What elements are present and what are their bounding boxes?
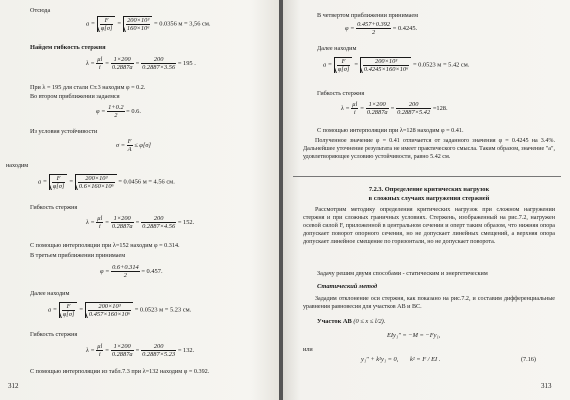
formula-part: φ = (96, 107, 106, 115)
numerator: F (127, 138, 132, 145)
subsection-label: Участок AB (317, 318, 352, 325)
denominator: 0.6×160×10⁶ (78, 183, 114, 190)
numerator: μl (97, 343, 103, 350)
equation (361, 356, 440, 363)
section-heading: 7.2.3. Определение критических нагрузок (368, 186, 490, 193)
page-number: 312 (8, 382, 19, 390)
formula-part: φ = (345, 24, 355, 32)
denominator: 0.4245×160×10⁶ (363, 66, 409, 73)
formula-result: = 0.0523 м = 5.42 см. (412, 61, 470, 69)
numerator: 200 (141, 215, 176, 223)
text-line: Во втором приближении задаемся (30, 93, 120, 100)
denominator: 2 (372, 29, 376, 36)
formula-result: = 152. (177, 218, 195, 226)
formula-result: = 0.0523 м = 5.23 см. (134, 306, 192, 314)
formula-part: a = (48, 306, 58, 314)
paragraph: Зададим отклонение оси стержня, как показано на рис.7.2, и составим дифференциальные уравнения равновесия для участков AB и BC. (303, 296, 555, 311)
denominator: 0.2887×5.23 (142, 351, 176, 358)
numerator: 1×200 (111, 56, 134, 64)
formula-result: = 0.0456 м = 4.56 см. (118, 178, 175, 186)
formula-part: a = (38, 178, 48, 186)
formula-part: λ = (341, 104, 350, 112)
formula-part: = (104, 59, 110, 67)
right-page (283, 0, 570, 400)
equation-number: (7.16) (521, 356, 536, 363)
numerator: 1+0.2 (108, 104, 124, 111)
text-line: При λ = 195 для стали Ст.3 находим φ = 0.2. (30, 84, 146, 91)
denominator: 0.2887a (366, 109, 388, 116)
formula-result: = 132. (177, 346, 195, 354)
denominator: 0.2887a (111, 223, 133, 230)
denominator: i (353, 109, 356, 116)
numerator: 0.457+0.392 (357, 21, 391, 28)
denominator: 0.457×160×10⁶ (88, 311, 131, 318)
formula-part: λ = (86, 346, 95, 354)
numerator: 200 (396, 101, 431, 109)
formula (345, 21, 417, 36)
formula: λ = $\frac{\mu l}{i}$ = $\frac{1\times 200}{0.2887a}$ = $\frac{200}{0.2887\times 5.42}$ =128. (341, 101, 448, 116)
formula-part: λ = (86, 218, 95, 226)
formula-part: φ = (100, 267, 110, 275)
text-line: С помощью интерполяции при λ=152 находим φ = 0.314. (30, 242, 180, 249)
text-line: Найдем гибкость стержня (30, 44, 106, 51)
denominator: 0.2887×3.56 (142, 64, 176, 71)
text-line: находим (6, 162, 29, 169)
formula-part: σ = (116, 141, 126, 149)
subsection-heading: Статический метод (317, 283, 378, 290)
numerator: 200 (141, 56, 176, 64)
formula-result: = 0.6. (126, 107, 141, 115)
numerator: 1×200 (366, 101, 389, 109)
numerator: F (100, 17, 114, 25)
formula-result: = 0.457. (141, 267, 163, 275)
formula: a = $\frac{F}{\varphi[\sigma]}$ = $\frac{\text{200×10³}}{\text{160×10⁶}}$ = 0.0356 м = 3,56 см. (86, 17, 211, 32)
numerator: F (52, 175, 66, 183)
formula-part: λ = (86, 59, 95, 67)
text-line: Далее находим (317, 45, 357, 52)
text-line: В четвертом приближении принимаем (317, 12, 419, 19)
section-heading: в сложных случаях нагружения стержней (368, 195, 490, 202)
denominator: 2 (123, 272, 127, 279)
denominator: 0.2887×5.42 (397, 109, 431, 116)
paragraph: Полученное значение φ = 0.41 отличается от заданного значения φ = 0.4245 на 3.4%. Дальнейшее уточнение результата не имеет практического смысла. Таким образом, значение "a", удовлетворяющее условию устойчивости, равно 5.42 см. (303, 138, 555, 161)
formula: a = $\frac{F}{\varphi[\sigma]}$ = $\frac{\text{200×10³}}{\text{0.6×160×10⁶}}$ = 0.0456 м = 4.56 см. (38, 175, 175, 190)
denominator: i (98, 351, 101, 358)
formula (86, 56, 196, 71)
formula (96, 104, 141, 119)
numerator: 200×10³ (363, 58, 409, 66)
numerator: μl (97, 56, 103, 63)
paragraph: Рассмотрим методику определения критических нагрузок при сложном нагружении стержня и при сложных граничных условиях. Стержень, изображенный на рис.7.2, нагружен осевой силой F, приложенной в центральном сечении и оперт таким образом, что нижняя опора допускает поворот опорного сечения, но не допускает линейных смещений, а верхняя опора допускает линейное смещение по горизонтали, но не допускает поворота. (303, 207, 555, 246)
denominator: 0.2887×4.56 (142, 223, 176, 230)
formula-root (123, 16, 153, 32)
subsection-line (317, 318, 385, 325)
divider (293, 176, 561, 177)
numerator: μl (97, 215, 103, 222)
numerator: 200×10³ (78, 175, 115, 183)
formula: a = $\frac{F}{\varphi[\sigma]}$ = $\frac{\text{200×10³}}{\text{0.4245×160×10⁶}}$ = 0.0523 м = 5.42 см. (323, 58, 470, 73)
formula-result: = 195 . (177, 59, 196, 67)
formula: λ = $\frac{\mu l}{i}$ = $\frac{1\times 200}{0.2887a}$ = $\frac{200}{0.2887\times 5.23}$ = 132. (86, 343, 195, 358)
denominator: 2 (114, 112, 118, 119)
numerator: μl (352, 101, 358, 108)
numerator: F (337, 58, 351, 66)
page-number: 313 (541, 382, 552, 390)
denominator: 0.2887a (111, 351, 133, 358)
numerator: 200×10³ (127, 17, 150, 24)
text-line: Из условия устойчивости (30, 128, 98, 135)
denominator: 160×10⁶ (126, 25, 150, 32)
formula: λ = $\frac{\mu l}{i}$ = $\frac{1\times 200}{0.2887a}$ = $\frac{200}{0.2887\times 4.56}$ = 152. (86, 215, 195, 230)
formula-root (97, 16, 116, 32)
text-line: Отсюда (30, 7, 51, 14)
equation-part: k² = F / EI . (409, 356, 441, 363)
formula-part: = (135, 59, 140, 67)
text-line: Задачу решим двумя способами - статическим и энергетическим (317, 270, 488, 277)
denominator: φ[σ] (62, 311, 75, 318)
denominator: φ[σ] (52, 183, 65, 190)
denominator: 0.2887a (111, 64, 133, 71)
text-line: Гибкость стержня (30, 204, 78, 211)
formula: a = $\frac{F}{\varphi[\sigma]}$ = $\frac{\text{200×10³}}{\text{0.457×160×10⁶}}$ = 0.0523 м = 5.23 см. (48, 303, 192, 318)
text-line: С помощью интерполяции при λ=128 находим φ = 0.41. (317, 127, 464, 134)
numerator: F (62, 303, 76, 311)
text-line: Гибкость стержня (30, 331, 78, 338)
formula (116, 138, 151, 153)
text-line: Гибкость стержня (317, 90, 365, 97)
text-line: С помощью интерполяции из табл.7.3 при λ=132 находим φ = 0.392. (30, 368, 210, 375)
denominator: φ[σ] (337, 66, 350, 73)
left-page (0, 0, 279, 400)
numerator: 200 (141, 343, 176, 351)
numerator: 1×200 (111, 215, 134, 223)
denominator: φ[σ] (100, 25, 113, 32)
numerator: 200×10³ (88, 303, 131, 311)
formula-result: = 0.0356 м = 3,56 см. (154, 20, 211, 28)
denominator: i (98, 223, 101, 230)
formula-result: =128. (432, 104, 448, 112)
text-line: Далее находим (30, 290, 70, 297)
numerator: 1×200 (111, 343, 134, 351)
denominator: i (98, 64, 101, 71)
formula (100, 264, 163, 279)
subsection-range: (0 ≤ x ≤ l/2). (353, 318, 386, 325)
denominator: A (127, 146, 132, 153)
equation: EIy₁″ = −M = −Fy₁, (387, 332, 441, 339)
numerator: 0.6+0.314 (112, 264, 139, 271)
text-line: В третьем приближении принимаем (30, 252, 126, 259)
formula-part: a = (323, 61, 333, 69)
text-line: или (303, 346, 313, 353)
equation-part: y₁″ + k²y₁ = 0, (361, 356, 399, 363)
formula-result: = 0.4245. (392, 24, 418, 32)
formula-part: a = (86, 20, 96, 28)
formula-result: ≤ φ[σ] (134, 141, 151, 149)
